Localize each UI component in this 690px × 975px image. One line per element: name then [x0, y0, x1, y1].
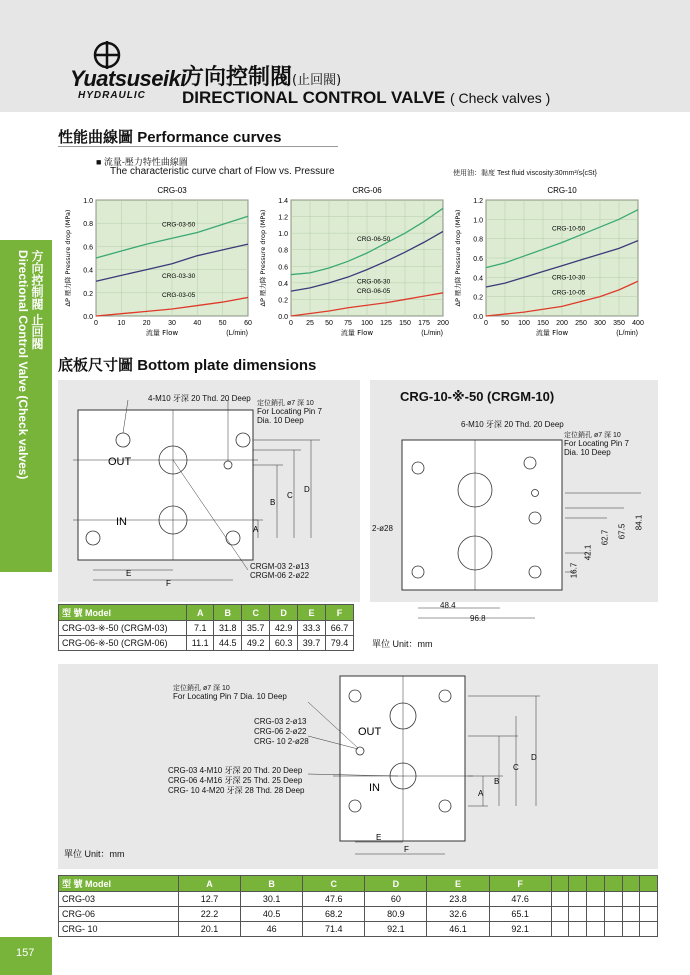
chart-xtick: 50 [325, 320, 333, 327]
table-cell [640, 892, 658, 907]
table-header-cell [587, 876, 605, 892]
table-cell: 71.4 [303, 922, 365, 937]
table-header-cell [640, 876, 658, 892]
dim-c: C [287, 491, 293, 500]
table-cell [604, 922, 622, 937]
table-row [59, 922, 658, 937]
dim3-e: E [376, 833, 382, 842]
chart-ytick: 1.2 [473, 198, 483, 205]
table-cell: 47.6 [303, 892, 365, 907]
dim-e: E [126, 569, 132, 578]
plate2-pin1: 定位銷孔 ø7 深 10 [564, 432, 621, 439]
plate3-in-label: IN [369, 782, 380, 794]
dim-84-1: 84.1 [634, 514, 644, 531]
plate2-bolt: 6-M10 牙深 20 Thd. 20 Deep [461, 420, 564, 429]
chart-ytick: 0.4 [473, 275, 483, 283]
chart-xtick: 350 [613, 320, 625, 327]
chart-xunit: (L/min) [421, 330, 443, 337]
chart-xunit: (L/min) [226, 330, 248, 337]
chart-xlabel: 流量 Flow [145, 329, 179, 337]
plate2-drawing [370, 380, 658, 630]
table-cell [640, 922, 658, 937]
chart-xtick: 0 [484, 320, 488, 327]
plate3-bolt2: CRG-06 4-M16 牙深 25 Thd. 25 Deep [168, 776, 303, 785]
dim-f: F [166, 579, 171, 588]
table-cell: 30.1 [241, 892, 303, 907]
chart-xtick: 0 [289, 320, 293, 327]
chart-series-label: CRG-06-50 [357, 236, 391, 244]
table-cell: 60.3 [270, 636, 298, 651]
chart-xtick: 200 [437, 320, 449, 327]
chart-ytick: 0.8 [473, 236, 483, 244]
chart-xtick: 200 [556, 320, 568, 327]
table-header-cell [569, 876, 587, 892]
dim-a: A [253, 525, 259, 534]
plate2-unit: 單位 Unit：mm [372, 639, 433, 649]
table-cell [604, 892, 622, 907]
dim-d: D [304, 485, 310, 494]
table-row [59, 621, 354, 636]
plate1-bolt: 4-M10 牙深 20 Thd. 20 Deep [148, 394, 251, 403]
chart-ytick: 0.4 [278, 280, 288, 288]
chart-ytick: 0.6 [473, 256, 483, 263]
chart-series-label: CRG-10-30 [552, 274, 586, 282]
chart-series-label: CRG-10-50 [552, 225, 586, 233]
table-cell [569, 907, 587, 922]
chart-xtick: 150 [399, 320, 411, 327]
chart-ytick: 1.0 [278, 231, 288, 239]
table-cell [604, 907, 622, 922]
chart-xlabel: 流量 Flow [535, 329, 569, 337]
table-header-cell: E [427, 876, 489, 892]
chart-ytick: 1.0 [473, 217, 483, 225]
chart-xtick: 25 [306, 320, 314, 327]
table-header-cell [622, 876, 640, 892]
table-cell: 23.8 [427, 892, 489, 907]
table-cell: 65.1 [489, 907, 551, 922]
table-cell: 22.2 [179, 907, 241, 922]
table-cell: 66.7 [326, 621, 354, 636]
chart-series-label: CRG-06-30 [357, 278, 391, 286]
dim3-c: C [513, 763, 519, 772]
perf-sub-cn: ■ 流量-壓力特性曲線圖 [96, 157, 188, 167]
table-cell: 46 [241, 922, 303, 937]
table-cell: CRG-03 [59, 892, 179, 907]
chart-xtick: 100 [518, 320, 530, 327]
table-cell: 32.6 [427, 907, 489, 922]
chart-xtick: 125 [380, 320, 392, 327]
table-cell [569, 922, 587, 937]
plate3-pin2: For Locating Pin 7 Dia. 10 Deep [173, 692, 287, 701]
table-cell: 49.2 [242, 636, 270, 651]
chart-ytick: 0.2 [83, 290, 93, 298]
page-title-cn: 方向控制閥(止回閥) [182, 65, 342, 90]
table-cell [587, 922, 605, 937]
table-header-cell: F [489, 876, 551, 892]
chart-series-label: CRG-03-05 [162, 292, 196, 300]
table-cell: 31.8 [214, 621, 242, 636]
page-title-en: DIRECTIONAL CONTROL VALVE ( Check valves ) [182, 88, 551, 107]
chart-xtick: 10 [117, 320, 126, 327]
table-cell: 11.1 [187, 636, 214, 651]
table-header-cell: 型 號 Model [59, 876, 179, 892]
plate3-bolt3: CRG- 10 4-M20 牙深 28 Thd. 28 Deep [168, 786, 305, 795]
table-header-cell: 型 號 Model [59, 605, 187, 621]
table-cell: CRG- 10 [59, 922, 179, 937]
chart-ytick: 0.0 [473, 314, 483, 321]
chart-xunit: (L/min) [616, 330, 638, 337]
chart-xtick: 400 [632, 320, 644, 327]
chart-ytick: 1.0 [83, 198, 93, 205]
plate1-in-label: IN [116, 516, 127, 528]
plate3-ports2: CRG-06 2-ø22 [254, 727, 307, 736]
chart-xtick: 300 [594, 320, 606, 327]
table-cell [622, 922, 640, 937]
table-cell: 44.5 [214, 636, 242, 651]
table-header-cell: C [242, 605, 270, 621]
dim3-f: F [404, 845, 409, 854]
table-cell: 35.7 [242, 621, 270, 636]
table-header-cell: B [241, 876, 303, 892]
table-cell: CRG-03-※-50 (CRGM-03) [59, 621, 187, 636]
dim-42-1: 42.1 [583, 544, 593, 561]
chart-ytick: 0.2 [473, 294, 483, 302]
table-cell: 33.3 [298, 621, 326, 636]
table-cell: CRG-06 [59, 907, 179, 922]
chart-title: CRG-10 [547, 186, 577, 195]
chart-ylabel: ΔP 壓力降 Pressure drop (MPa) [259, 209, 267, 307]
dim-b: B [270, 498, 276, 507]
dim-96-8: 96.8 [470, 614, 486, 623]
brand-sub: HYDRAULIC [78, 90, 146, 101]
table-header-cell: F [326, 605, 354, 621]
chart-series-label: CRG-10-05 [552, 289, 586, 297]
dim3-d: D [531, 753, 537, 762]
table-cell: 40.5 [241, 907, 303, 922]
plate3-unit: 單位 Unit：mm [64, 849, 125, 859]
chart-xlabel: 流量 Flow [340, 329, 374, 337]
chart-ytick: 0.6 [278, 264, 288, 272]
chart-ylabel: ΔP 壓力降 Pressure drop (MPa) [64, 209, 72, 307]
plate1-ports1: CRGM-03 2-ø13 [250, 562, 310, 571]
plate2-ports: 2-ø28 [372, 524, 393, 533]
plate3-bolt1: CRG-03 4-M10 牙深 20 Thd. 20 Deep [168, 766, 303, 775]
plate3-out-label: OUT [358, 726, 382, 738]
plate1-out-label: OUT [108, 456, 132, 468]
plate3-pin1: 定位銷孔 ø7 深 10 [173, 685, 230, 692]
table-cell: 42.9 [270, 621, 298, 636]
perf-title: 性能曲線圖 Performance curves [58, 128, 282, 146]
chart-title: CRG-03 [157, 186, 187, 195]
chart-xtick: 20 [142, 320, 151, 327]
chart-xtick: 0 [94, 320, 98, 327]
table-cell: 68.2 [303, 907, 365, 922]
perf-sub-en: The characteristic curve chart of Flow vs. Pressure [110, 166, 335, 177]
table-header-cell: A [179, 876, 241, 892]
chart-xtick: 30 [168, 320, 176, 327]
chart-xtick: 40 [193, 320, 202, 327]
chart-xtick: 50 [501, 320, 509, 327]
chart-xtick: 250 [575, 320, 587, 327]
chart-xtick: 75 [344, 320, 352, 327]
table-cell [569, 892, 587, 907]
table-cell [587, 907, 605, 922]
chart-xtick: 150 [537, 320, 549, 327]
table-header-cell [551, 876, 569, 892]
plate2-pin2: For Locating Pin 7 [564, 439, 629, 448]
table-header-cell: C [303, 876, 365, 892]
table-cell: 79.4 [326, 636, 354, 651]
table-row [59, 892, 658, 907]
table-cell: 80.9 [365, 907, 427, 922]
table-row [59, 907, 658, 922]
chart-series-label: CRG-03-30 [162, 272, 196, 280]
dim3-b: B [494, 777, 500, 786]
table-cell: 92.1 [365, 922, 427, 937]
chart-ytick: 0.8 [278, 247, 288, 255]
dim-62-7: 62.7 [600, 529, 610, 546]
chart-title: CRG-06 [352, 186, 382, 195]
chart-ytick: 1.4 [278, 198, 288, 205]
table-cell [551, 892, 569, 907]
table-cell: 12.7 [179, 892, 241, 907]
table-cell [640, 907, 658, 922]
chart-xtick: 100 [361, 320, 373, 327]
chart-xtick: 175 [418, 320, 430, 327]
chart-xtick: 50 [218, 320, 227, 327]
table-header-cell: D [270, 605, 298, 621]
table-cell: 20.1 [179, 922, 241, 937]
plate2-pin3: Dia. 10 Deep [564, 448, 611, 457]
chart-ytick: 0.2 [278, 297, 288, 305]
fluid-note: 使用油：黏度 Test fluid viscosity:30mm²/s{cSt} [453, 170, 597, 177]
chart-series-label: CRG-06-05 [357, 288, 391, 296]
plate1-pin1: 定位銷孔 ø7 深 10 [257, 400, 314, 407]
table-header-cell: E [298, 605, 326, 621]
table-cell: 92.1 [489, 922, 551, 937]
table-cell: 46.1 [427, 922, 489, 937]
dim-16-7: 16.7 [569, 562, 579, 579]
plate1-pin3: Dia. 10 Deep [257, 416, 304, 425]
plate3-ports1: CRG-03 2-ø13 [254, 717, 307, 726]
chart-series-label: CRG-03-50 [162, 221, 196, 229]
chart-ytick: 0.4 [83, 267, 93, 275]
plate1-ports2: CRGM-06 2-ø22 [250, 571, 310, 580]
table-header-cell: D [365, 876, 427, 892]
table-cell [551, 907, 569, 922]
table-cell: 39.7 [298, 636, 326, 651]
plate2-title: CRG-10-※-50 (CRGM-10) [400, 389, 555, 404]
table-header-cell: B [214, 605, 242, 621]
plate1-pin2: For Locating Pin 7 [257, 407, 322, 416]
table-cell: CRG-06-※-50 (CRGM-06) [59, 636, 187, 651]
chart-ytick: 0.0 [278, 314, 288, 321]
divider [58, 146, 338, 147]
plate3-table [58, 875, 658, 937]
dim-48-4: 48.4 [440, 601, 456, 610]
chart-ytick: 0.6 [83, 244, 93, 252]
chart-ylabel: ΔP 壓力降 Pressure drop (MPa) [454, 209, 462, 307]
table-cell [622, 892, 640, 907]
plate1-table [58, 604, 354, 651]
plate3-ports3: CRG- 10 2-ø28 [254, 737, 309, 746]
chart-xtick: 60 [244, 320, 252, 327]
table-cell: 47.6 [489, 892, 551, 907]
brand-logo: Yuatsuseiki [70, 66, 186, 91]
table-row [59, 636, 354, 651]
table-cell: 7.1 [187, 621, 214, 636]
table-header-cell [604, 876, 622, 892]
chart-ytick: 1.2 [278, 214, 288, 222]
table-cell: 60 [365, 892, 427, 907]
plate3-drawing [58, 664, 658, 869]
dim3-a: A [478, 789, 484, 798]
table-header-cell: A [187, 605, 214, 621]
dim-67-5: 67.5 [617, 523, 627, 540]
table-cell [622, 907, 640, 922]
chart-ytick: 0.0 [83, 314, 93, 321]
bottom-title: 底板尺寸圖 Bottom plate dimensions [58, 356, 317, 374]
table-cell [551, 922, 569, 937]
side-tab-text: 方向控制閥 止回閥 Directional Control Valve (Check valves) [16, 250, 44, 480]
table-cell [587, 892, 605, 907]
chart-ytick: 0.8 [83, 221, 93, 229]
page-number: 157 [0, 937, 52, 975]
performance-charts [56, 180, 656, 348]
